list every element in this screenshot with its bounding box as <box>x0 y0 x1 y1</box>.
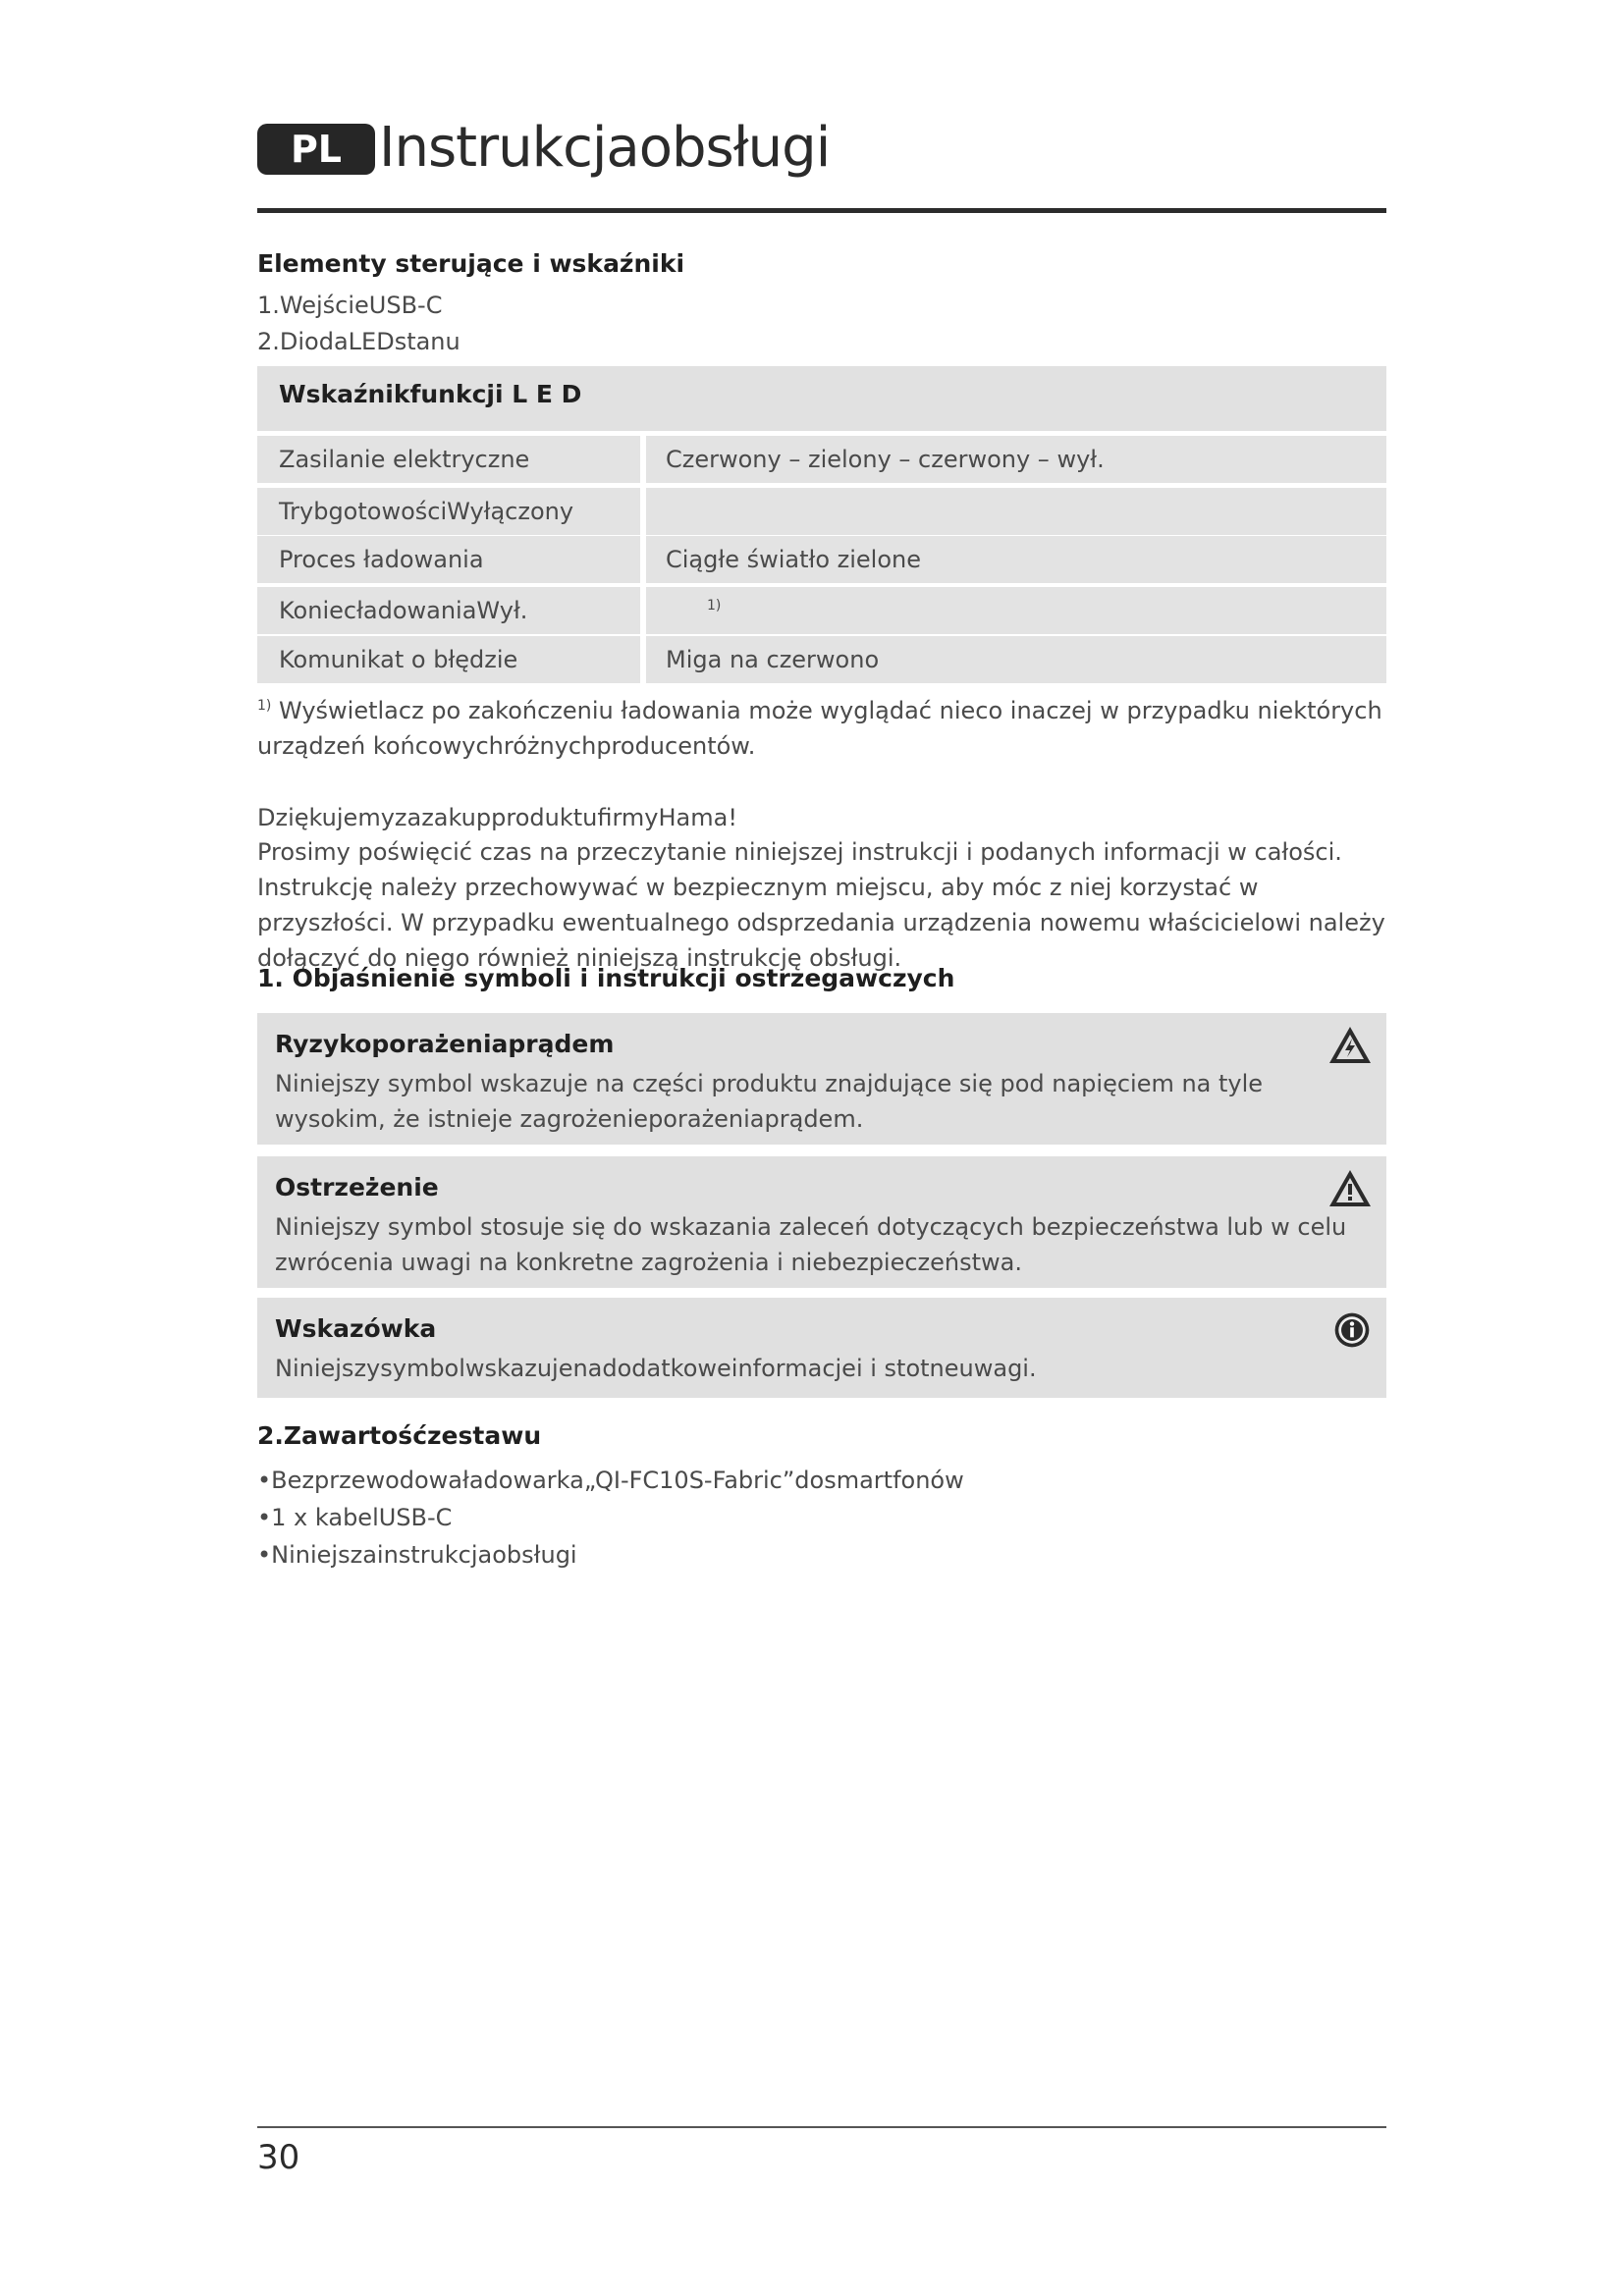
electric-warning-icon <box>1327 1025 1373 1066</box>
led-row-value: Miga na czerwono <box>646 636 1386 683</box>
box-title: Wskazówka <box>275 1314 437 1343</box>
box-title: Ryzykoporażeniaprądem <box>275 1030 615 1058</box>
led-row-value: Ciągłe światło zielone <box>646 536 1386 583</box>
controls-heading: Elementy sterujące i wskaźniki <box>257 249 685 278</box>
language-badge: PL <box>257 124 375 175</box>
led-footnote <box>257 693 1386 764</box>
led-table-heading: Wskaźnikfunkcji L E D <box>279 380 582 408</box>
box-text: Niniejszysymbolwskazujenadodatkoweinformacjei i stotneuwagi. <box>275 1355 1037 1382</box>
led-row <box>257 488 1386 535</box>
info-icon <box>1331 1309 1373 1351</box>
led-row <box>257 636 1386 683</box>
list-item: • Bezprzewodowaładowarka„QI-FC10S-Fabric”dosmartfonów <box>257 1462 964 1499</box>
section-2-heading: 2.Zawartośćzestawu <box>257 1421 542 1450</box>
footnote-text: Wyświetlacz po zakończeniu ładowania może wyglądać nieco inaczej w przypadku niektórych urządzeń końcowychróżnychproducentów. <box>257 697 1382 760</box>
page-number: 30 <box>257 2138 300 2177</box>
led-row-footnote-mark: 1) <box>707 598 722 614</box>
header-rule <box>257 208 1386 213</box>
footnote-mark: 1) <box>257 698 272 714</box>
thanks-line: DziękujemyzazakupproduktufirmyHama! <box>257 804 737 831</box>
led-row-value: Czerwony – zielony – czerwony – wył. <box>646 436 1386 483</box>
led-row-value <box>646 587 1386 634</box>
controls-item-2: 2.DiodaLEDstanu <box>257 328 460 355</box>
package-contents-list <box>257 1462 964 1574</box>
list-item: • 1 x kabelUSB-C <box>257 1499 964 1536</box>
document-title: Instrukcjaobsługi <box>379 116 831 180</box>
led-row <box>257 536 1386 583</box>
led-row-label: Komunikat o błędzie <box>257 636 640 683</box>
footer-rule <box>257 2126 1386 2128</box>
led-table-header <box>257 366 1386 431</box>
intro-paragraph: Prosimy poświęcić czas na przeczytanie niniejszej instrukcji i podanych informacji w całości. Instrukcję należy przechowywać w bezpiecznym miejscu, aby móc z niej korzystać w przyszłości. W przypadku ewentualnego odsprzedania urządzenia nowemu właścicielowi należy dołączyć do niego również niniejszą instrukcję obsługi. <box>257 838 1385 972</box>
led-row <box>257 436 1386 483</box>
led-row-value <box>646 488 1386 535</box>
led-row-label: KoniecładowaniaWył. <box>257 587 640 634</box>
box-text: Niniejszy symbol stosuje się do wskazania zaleceń dotyczących bezpieczeństwa lub w celu zwrócenia uwagi na konkretne zagrożenia i niebezpieczeństwa. <box>275 1213 1347 1276</box>
hint-box <box>257 1298 1386 1398</box>
box-title: Ostrzeżenie <box>275 1173 439 1201</box>
list-item: • Niniejszainstrukcjaobsługi <box>257 1536 964 1574</box>
electric-risk-box <box>257 1013 1386 1145</box>
led-row <box>257 587 1386 634</box>
led-row-label: TrybgotowościWyłączony <box>257 488 640 535</box>
led-row-label: Proces ładowania <box>257 536 640 583</box>
box-text: Niniejszy symbol wskazuje na części produktu znajdujące się pod napięciem na tyle wysokim, że istnieje zagrożenieporażeniaprądem. <box>275 1070 1264 1133</box>
warning-icon <box>1327 1168 1373 1209</box>
warning-box <box>257 1156 1386 1288</box>
section-1-heading: 1. Objaśnienie symboli i instrukcji ostrzegawczych <box>257 964 955 992</box>
led-row-label: Zasilanie elektryczne <box>257 436 640 483</box>
controls-item-1: 1.WejścieUSB-C <box>257 292 443 319</box>
